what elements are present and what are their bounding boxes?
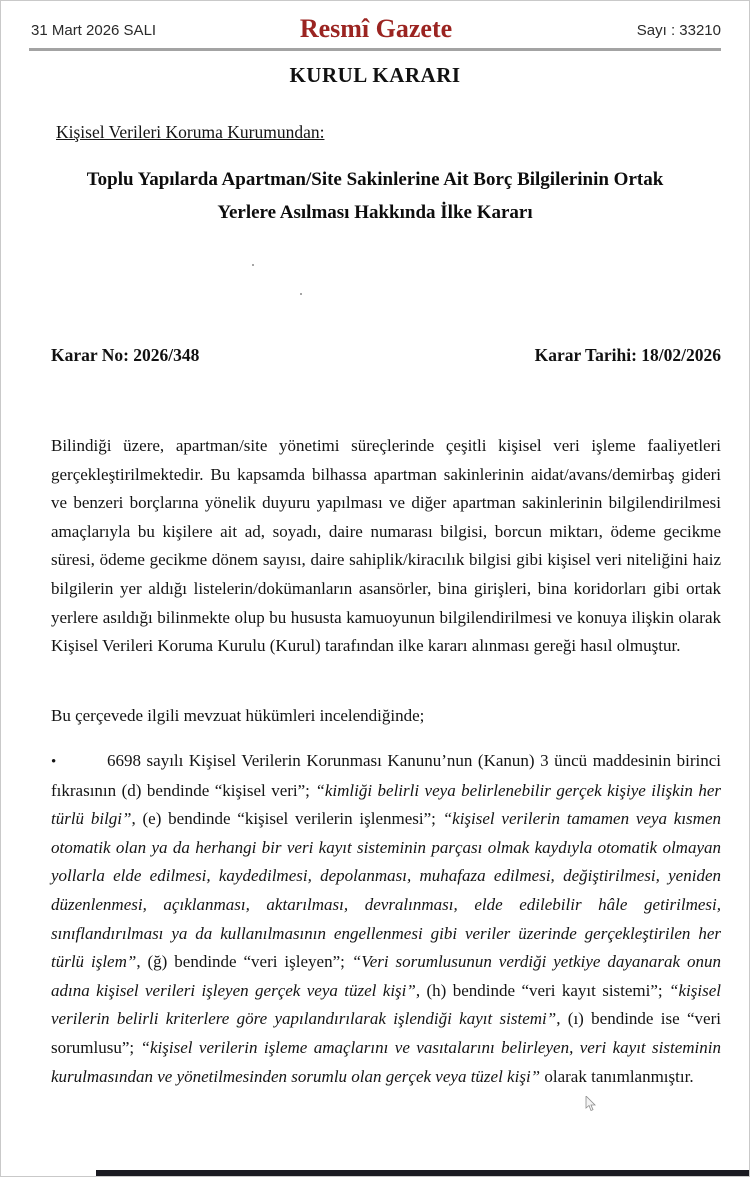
bottom-edge-bar	[96, 1170, 749, 1176]
decision-title	[43, 163, 707, 229]
decision-date: Karar Tarihi: 18/02/2026	[534, 345, 721, 365]
decision-kind-heading: KURUL KARARI	[289, 63, 461, 87]
mouse-cursor-icon	[585, 1096, 597, 1112]
header-divider-rule	[29, 48, 721, 51]
text-run-quote: “kişisel verilerin belirli kriterlere göre yapılandırılarak işlendiği kayıt sistemi”	[51, 980, 721, 1029]
gazette-header	[31, 14, 721, 48]
decision-title-line1: Toplu Yapılarda Apartman/Site Sakinlerine Ait Borç Bilgilerinin Ortak	[86, 169, 664, 190]
text-run-quote: “Veri sorumlusunun verdiği yetkiye dayanarak onun adına kişisel verileri işleyen gerçek veya tüzel kişi”	[51, 952, 721, 1000]
scan-artifact-dot	[252, 264, 254, 266]
text-run: , (h) bendinde “veri kayıt sistemi”;	[415, 980, 670, 1000]
gazette-issue-number: Sayı : 33210	[636, 22, 721, 39]
scan-artifact-dot	[300, 293, 302, 295]
bullet-marker: •	[51, 754, 57, 770]
text-run: , (ğ) bendinde “veri işleyen”;	[136, 952, 352, 972]
text-run-quote: “kişisel verilerin tamamen veya kısmen otomatik olan ya da herhangi bir veri kayıt sisteminin parçası olmak kaydıyla otomatik olmayan yollarla elde edilmesi, kaydedilmesi, depolanması, muhafaza edilmesi, değiştirilmesi, yeniden düzenlenmesi, açıklanması, aktarılması, devralınması, elde edilebilir hâle getirilmesi, sınıflandırılması ya da kullanılmasının engellenmesi gibi veriler üzerinde gerçekleştirilen her türlü işlem”	[51, 809, 721, 972]
issuing-authority-line: Kişisel Verileri Koruma Kurumundan:	[56, 122, 325, 142]
text-run-quote: “kimliği belirli veya belirlenebilir gerçek kişiye ilişkin her türlü bilgi”	[51, 780, 721, 829]
paragraph-law-definitions	[51, 747, 721, 1091]
text-run: , (e) bendinde “kişisel verilerin işlenmesi”;	[131, 809, 443, 829]
text-run: olarak tanımlanmıştır.	[540, 1066, 694, 1086]
paragraph-background: Bilindiği üzere, apartman/site yönetimi süreçlerinde çeşitli kişisel veri işleme faaliyetleri gerçekleştirilmektedir. Bu kapsamda bilhassa apartman sakinlerinin aidat/avans/demirbaş gideri ve benzeri borçlarına yönelik duyuru yapılması ve diğer apartman sakinlerinin bilgilendirilmesi amaçlarıyla bu kişilere ait ad, soyadı, daire numarası bilgisi, borcun miktarı, ödeme gecikme süresi, ödeme gecikme dönem sayısı, daire sahiplik/kiracılık bilgisi gibi kişisel veri niteliğini haiz bilgilerin yer aldığı listelerin/dokümanların asansörler, bina girişleri, bina koridorları gibi ortak yerlere asıldığı bilinmekte olup bu hususta kamuoyunun bilgilendirilmesi ve konuya ilişkin olarak Kişisel Verileri Koruma Kurulu (Kurul) tarafından ilke kararı alınması gereği hasıl olmuştur.	[51, 436, 721, 656]
text-run: , (ı) bendinde ise “veri sorumlusu”;	[51, 1009, 721, 1057]
gazette-masthead: Resmî Gazete	[299, 14, 453, 43]
decision-number: Karar No: 2026/348	[51, 345, 200, 365]
decision-title-line2: Yerlere Asılması Hakkında İlke Kararı	[217, 202, 533, 223]
paragraph-lead-in: Bu çerçevede ilgili mevzuat hükümleri incelendiğinde;	[51, 706, 425, 725]
text-run: 6698 sayılı Kişisel Verilerin Korunması Kanunu’nun (Kanun) 3 üncü maddesinin birinci fıkrasının (d) bendinde “kişisel veri”;	[51, 751, 721, 800]
decision-meta-row	[51, 345, 721, 366]
gazette-date: 31 Mart 2026 SALI	[31, 22, 157, 39]
text-run-quote: “kişisel verilerin işleme amaçlarını ve vasıtalarını belirleyen, veri kayıt sisteminin kurulmasından ve yönetilmesinden sorumlu olan gerçek veya tüzel kişi”	[51, 1037, 722, 1086]
